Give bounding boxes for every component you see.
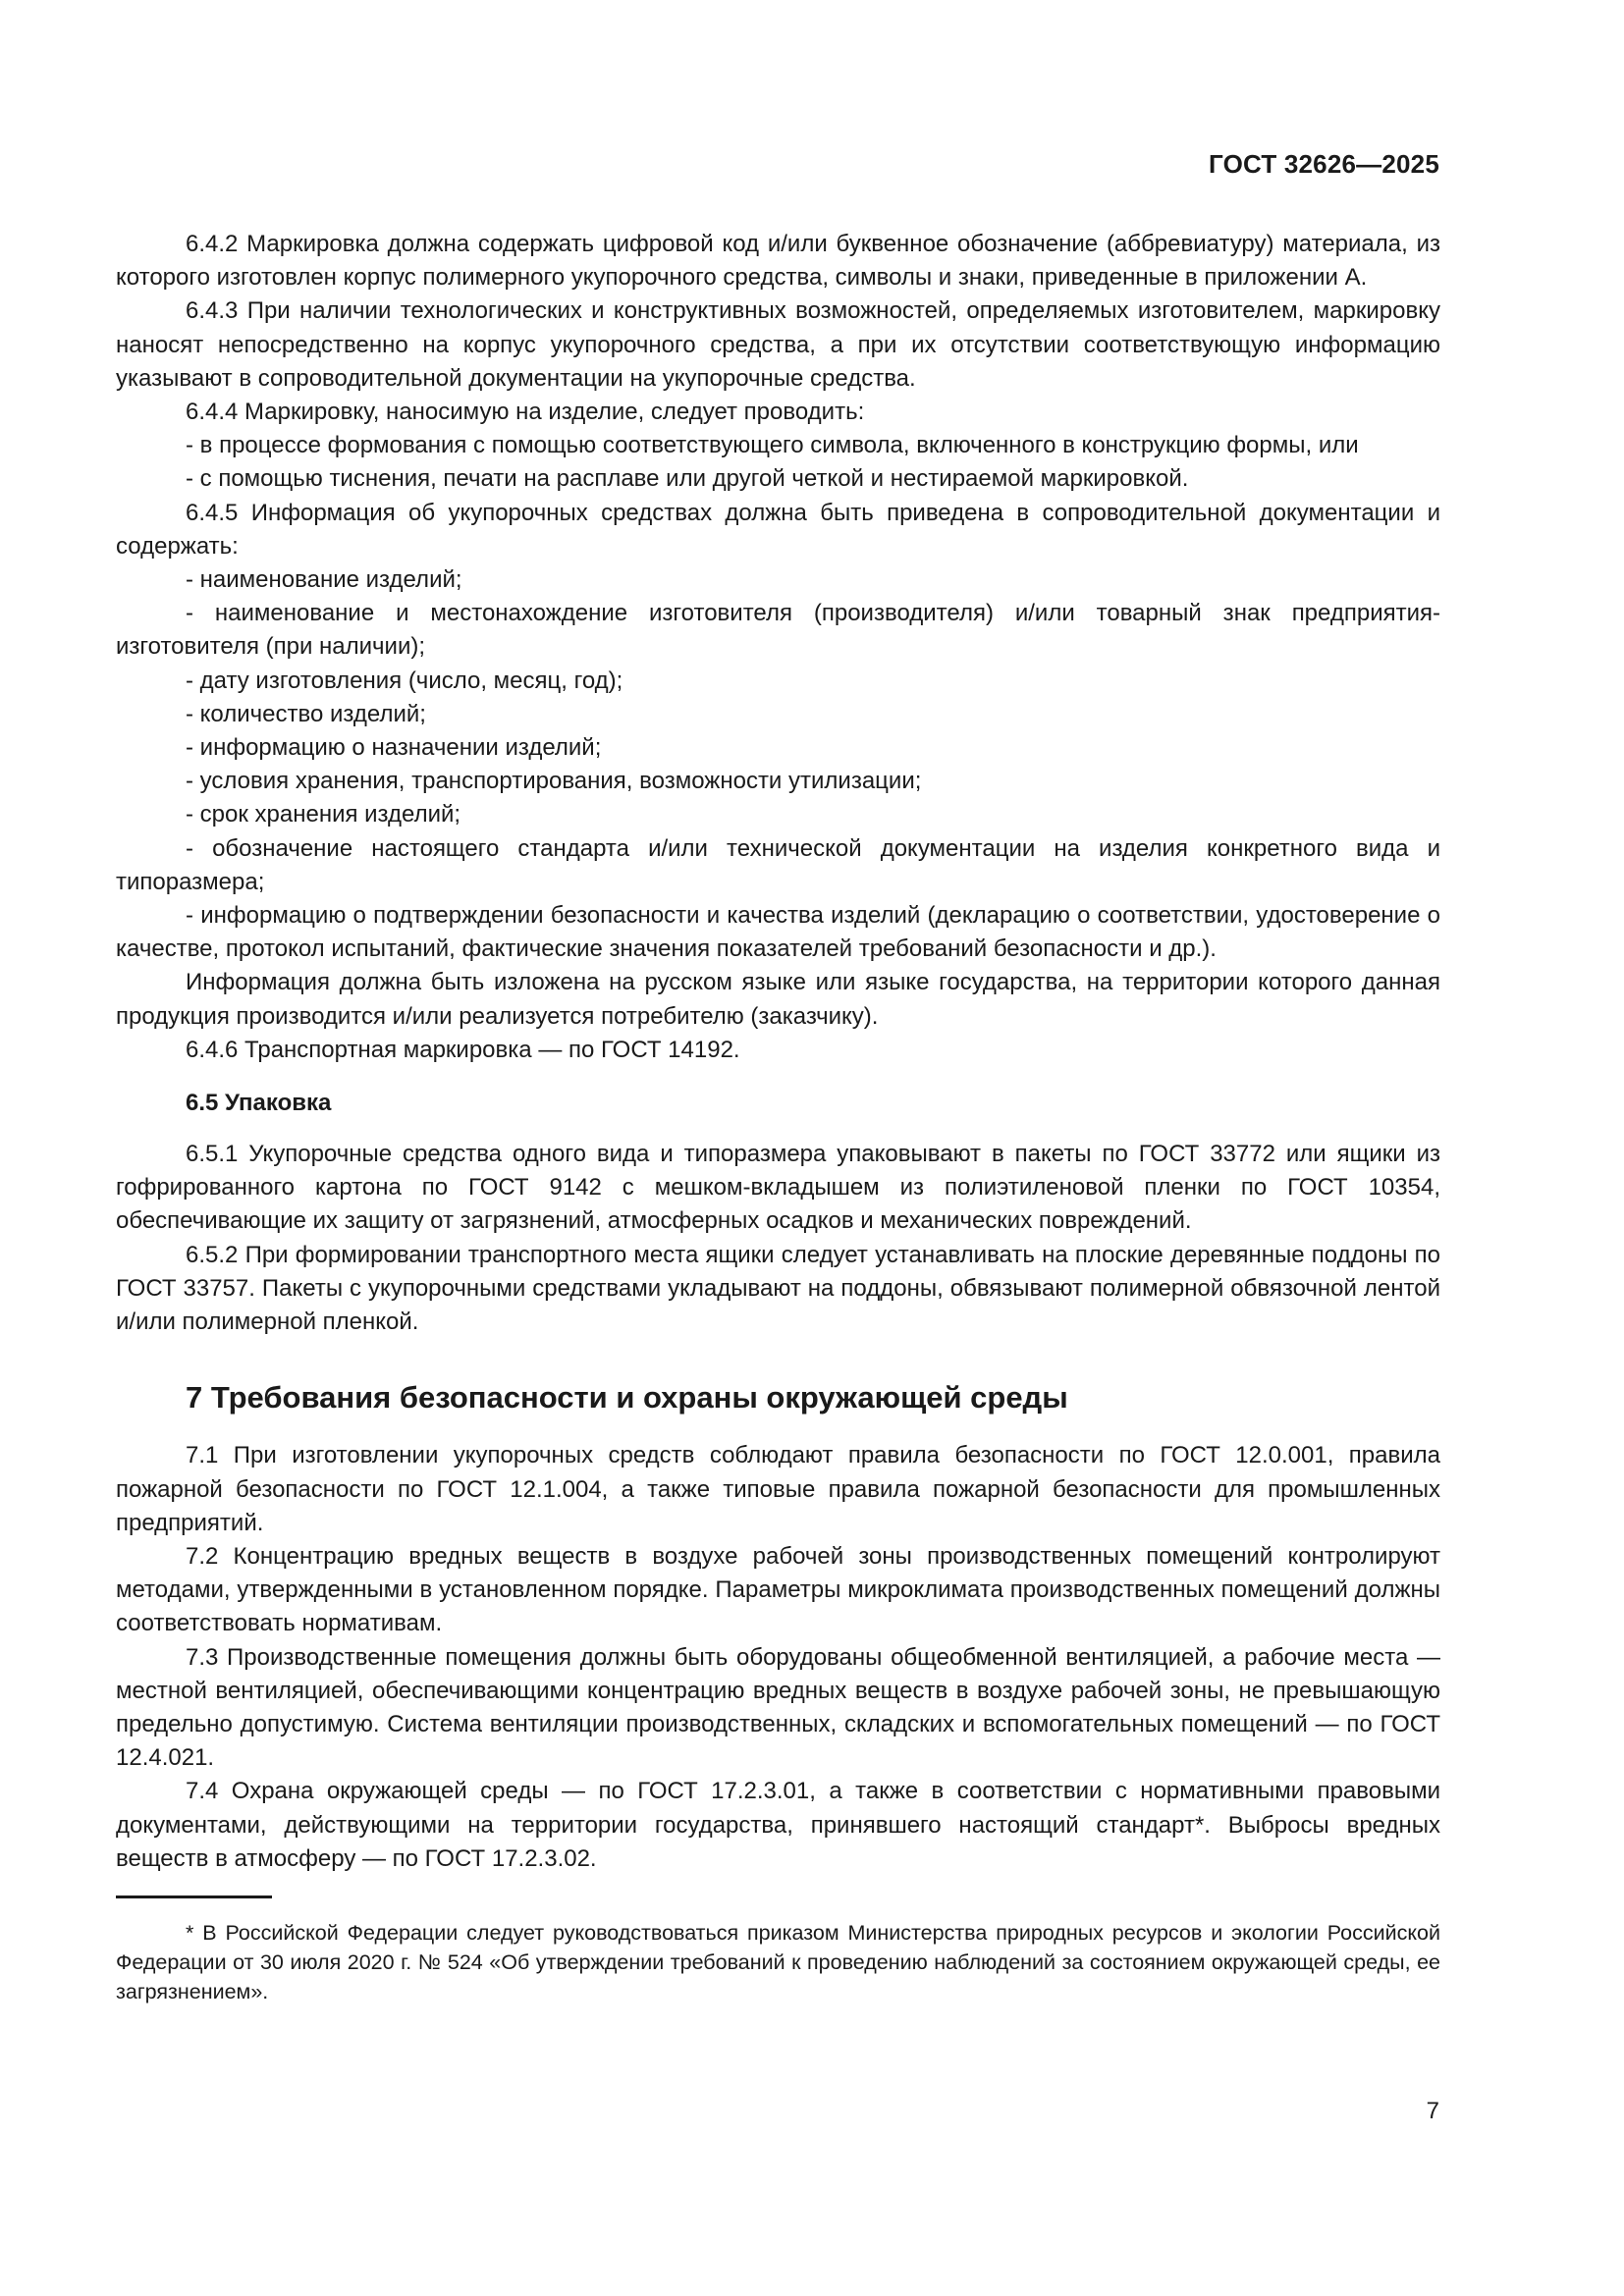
document-code-header: ГОСТ 32626—2025 <box>1209 149 1439 179</box>
spacer <box>116 1417 1440 1439</box>
paragraph-6-4-2: 6.4.2 Маркировка должна содержать цифровой код и/или буквенное обозначение (аббревиатуру) материала, из которого изготовлен корпус полимерного укупорочного средства, символы и знаки, приведенные в приложении А. <box>116 231 1440 292</box>
list-item: - наименование и местонахождение изготовителя (производителя) и/или товарный знак предприятия-изготовителя (при наличии); <box>116 600 1440 661</box>
paragraph-6-4-3: 6.4.3 При наличии технологических и конструктивных возможностей, определяемых изготовителем, маркировку наносят непосредственно на корпус укупорочного средства, а при их отсутствии соответствующую информацию указывают в сопроводительной документации на укупорочные средства. <box>116 297 1440 392</box>
list-item: - информацию о назначении изделий; <box>186 734 602 762</box>
list-item: - условия хранения, транспортирования, возможности утилизации; <box>186 768 922 795</box>
paragraph-7-4: 7.4 Охрана окружающей среды — по ГОСТ 17.2.3.01, а также в соответствии с нормативными правовыми документами, действующими на территории государства, принявшего настоящий стандарт*. Выбросы вредных веществ в атмосферу — по ГОСТ 17.2.3.02. <box>116 1778 1440 1872</box>
section-7 <box>116 1378 1440 1876</box>
page-number: 7 <box>1426 2098 1439 2124</box>
paragraph-7-2: 7.2 Концентрацию вредных веществ в воздухе рабочей зоны производственных помещений контролируют методами, утвержденными в установленном порядке. Параметры микроклимата производственных помещений должны соответствовать нормативам. <box>116 1542 1440 1637</box>
section-6-4 <box>116 228 1440 1067</box>
paragraph-6-5-1: 6.5.1 Укупорочные средства одного вида и типоразмера упаковывают в пакеты по ГОСТ 33772 или ящики из гофрированного картона по ГОСТ 9142 с мешком-вкладышем из полиэтиленовой пленки по ГОСТ 10354, обеспечивающие их защиту от загрязнений, атмосферных осадков и механических повреждений. <box>116 1141 1440 1235</box>
list-item: - в процессе формования с помощью соответствующего символа, включенного в конструкцию формы, или <box>186 432 1359 459</box>
paragraph-7-1: 7.1 При изготовлении укупорочных средств соблюдают правила безопасности по ГОСТ 12.0.001, правила пожарной безопасности по ГОСТ 12.1.004, а также типовые правила пожарной безопасности для промышленных предприятий. <box>116 1442 1440 1536</box>
footnote-divider <box>116 1896 272 1898</box>
list-item: - обозначение настоящего стандарта и/или технической документации на изделия конкретного вида и типоразмера; <box>116 834 1440 895</box>
list-item: - информацию о подтверждении безопасности и качества изделий (декларацию о соответствии, удостоверение о качестве, протокол испытаний, фактические значения показателей требований безопасности и др.). <box>116 902 1440 963</box>
section-heading-7: 7 Требования безопасности и охраны окружающей среды <box>186 1380 1068 1415</box>
spacer <box>116 1120 1440 1138</box>
spacer <box>116 1339 1440 1378</box>
spacer <box>116 1067 1440 1087</box>
list-item: - с помощью тиснения, печати на расплаве или другой четкой и нестираемой маркировкой. <box>186 465 1189 493</box>
list-item: - количество изделий; <box>186 700 426 727</box>
section-6-5 <box>116 1087 1440 1339</box>
page-content <box>116 228 1440 2006</box>
paragraph-6-4-5: 6.4.5 Информация об укупорочных средствах должна быть приведена в сопроводительной документации и содержать: <box>116 499 1440 560</box>
list-item: - срок хранения изделий; <box>186 801 461 828</box>
list-item: - наименование изделий; <box>186 566 462 594</box>
section-heading-6-5: 6.5 Упаковка <box>186 1090 332 1117</box>
paragraph-6-5-2: 6.5.2 При формировании транспортного места ящики следует устанавливать на плоские деревянные поддоны по ГОСТ 33757. Пакеты с укупорочными средствами укладывают на поддоны, обвязывают полимерной обвязочной лентой и/или полимерной пленкой. <box>116 1241 1440 1336</box>
paragraph-6-4-6: 6.4.6 Транспортная маркировка — по ГОСТ 14192. <box>186 1036 740 1063</box>
list-item: - дату изготовления (число, месяц, год); <box>186 667 623 694</box>
footnote: * В Российской Федерации следует руководствоваться приказом Министерства природных ресурсов и экологии Российской Федерации от 30 июля 2020 г. № 524 «Об утверждении требований к проведению наблюдений за состоянием окружающей среды, ее загрязнением». <box>116 1920 1440 2003</box>
paragraph-language-requirement: Информация должна быть изложена на русском языке или языке государства, на территории которого данная продукция производится и/или реализуется потребителю (заказчику). <box>116 969 1440 1030</box>
paragraph-6-4-4: 6.4.4 Маркировку, наносимую на изделие, следует проводить: <box>186 399 865 426</box>
paragraph-7-3: 7.3 Производственные помещения должны быть оборудованы общеобменной вентиляцией, а рабочие места — местной вентиляцией, обеспечивающими концентрацию вредных веществ в воздухе рабочей зоны, не превышающую предельно допустимую. Система вентиляции производственных, складских и вспомогательных помещений — по ГОСТ 12.4.021. <box>116 1643 1440 1772</box>
